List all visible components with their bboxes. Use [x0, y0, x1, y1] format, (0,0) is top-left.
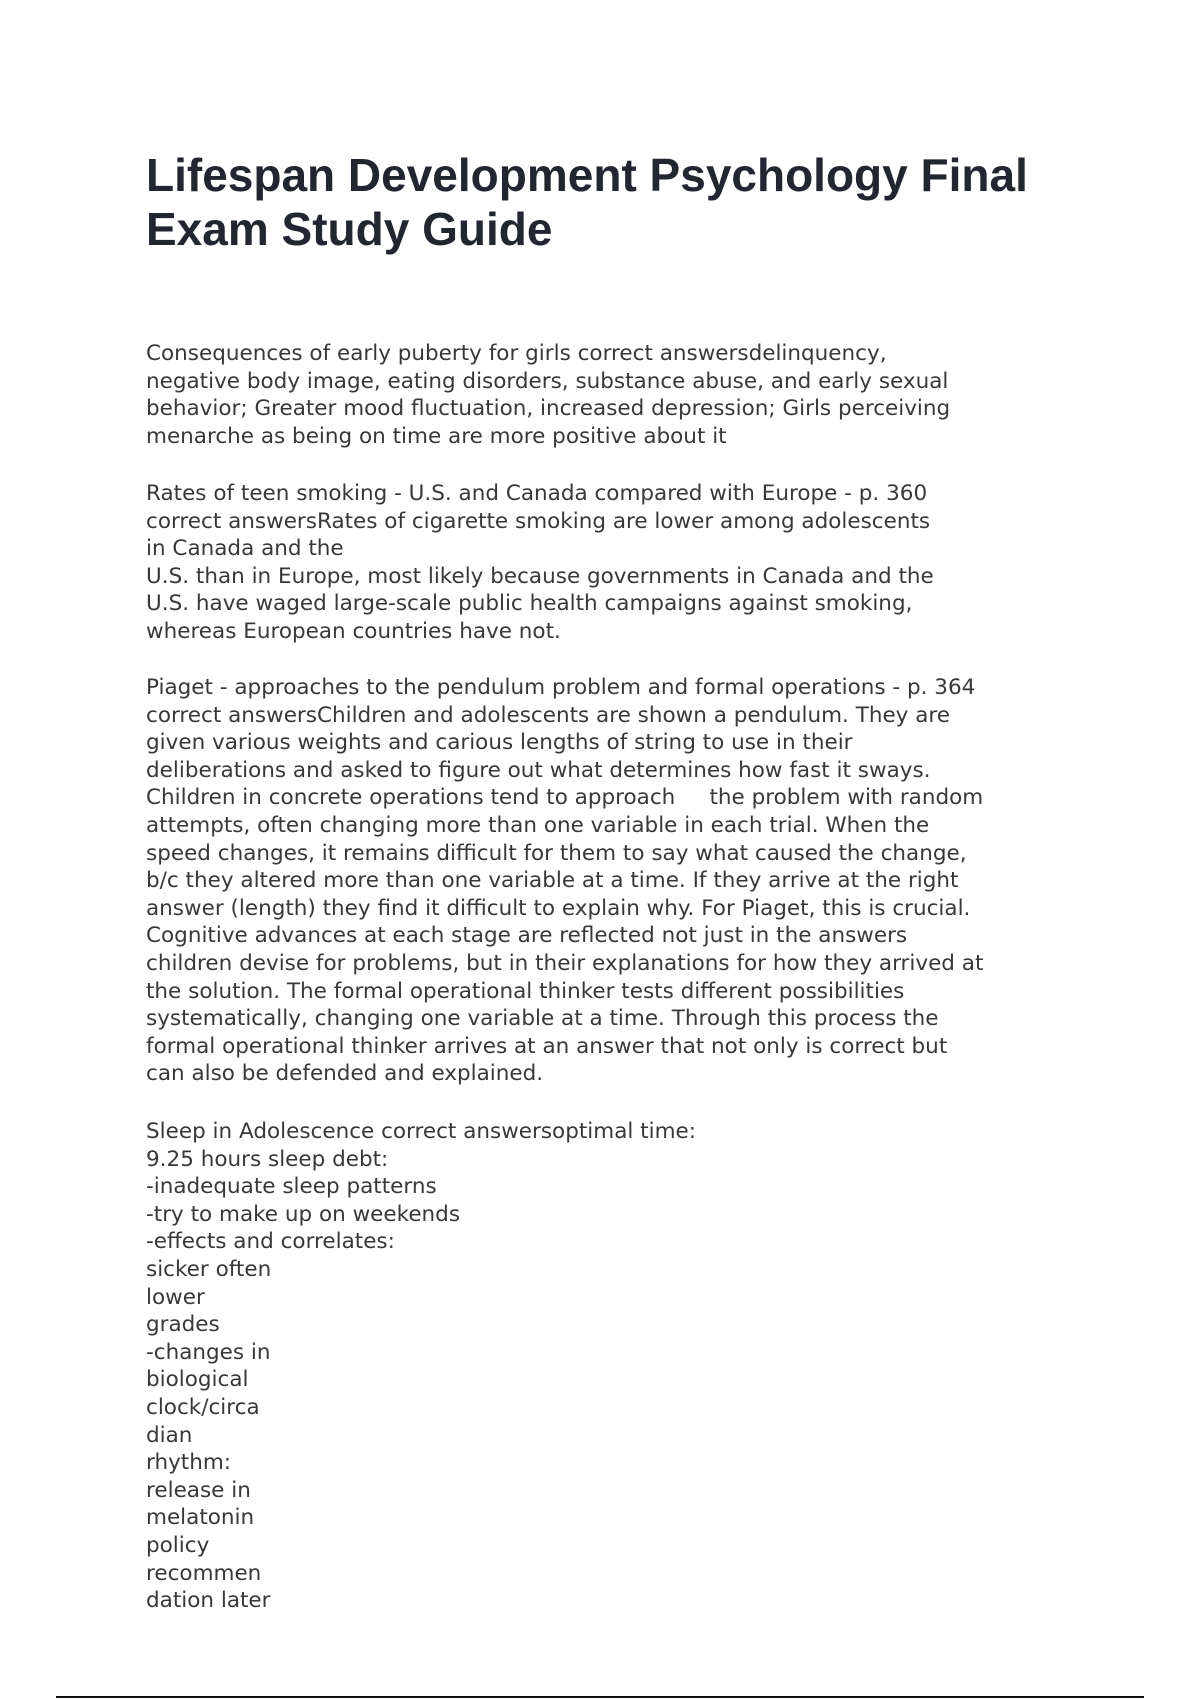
document-title: Lifespan Development Psychology Final Exam Study Guide	[146, 149, 1028, 255]
paragraph-teen-smoking: Rates of teen smoking - U.S. and Canada compared with Europe - p. 360 correct answersRates of cigarette smoking are lower among adolescents in Canada and the U.S. than in Europe, most likely because governments in Canada and the U.S. have waged large-scale public health campaigns against smoking, whereas European countries have not.	[146, 481, 934, 644]
page-bottom-rule	[56, 1696, 1144, 1698]
paragraph-sleep-adolescence: Sleep in Adolescence correct answersoptimal time: 9.25 hours sleep debt: -inadequate sleep patterns -try to make up on weekends -effects and correlates: sicker often lower grades -changes in biological clock/circa dian rhythm: release in melatonin policy recommen dation later	[146, 1119, 697, 1614]
paragraph-piaget-pendulum: Piaget - approaches to the pendulum problem and formal operations - p. 364 correct answersChildren and adolescents are shown a pendulum. They are given various weights and carious lengths of string to use in their deliberations and asked to figure out what determines how fast it sways. Children in concrete operations tend to approach the problem with random attempts, often changing more than one variable in each trial. When the speed changes, it remains difficult for them to say what caused the change, b/c they altered more than one variable at a time. If they arrive at the right answer (length) they find it difficult to explain why. For Piaget, this is crucial. Cognitive advances at each stage are reflected not just in the answers children devise for problems, but in their explanations for how they arrived at the solution. The formal operational thinker tests different possibilities systematically, changing one variable at a time. Through this process the formal operational thinker arrives at an answer that not only is correct but can also be defended and explained.	[146, 675, 984, 1087]
paragraph-early-puberty: Consequences of early puberty for girls correct answersdelinquency, negative body image, eating disorders, substance abuse, and early sexual behavior; Greater mood fluctuation, increased depression; Girls perceiving menarche as being on time are more positive about it	[146, 341, 951, 449]
